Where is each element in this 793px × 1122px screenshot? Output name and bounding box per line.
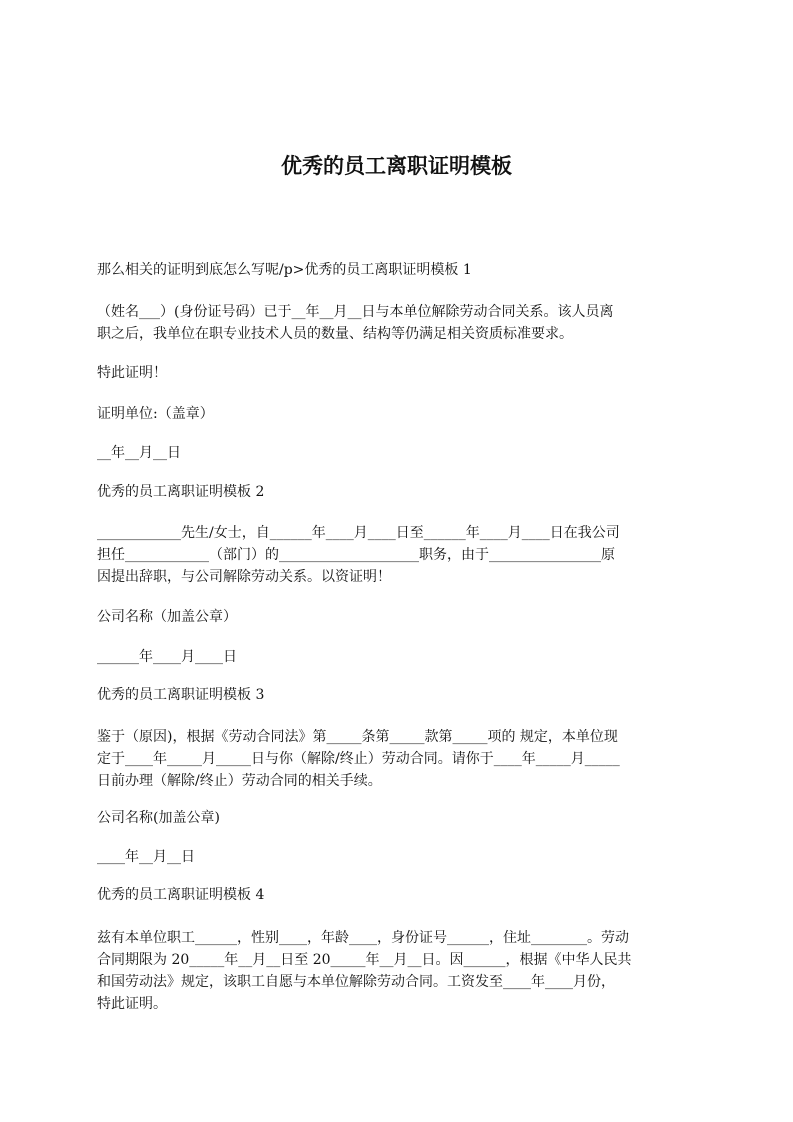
template1-special: 特此证明！ xyxy=(97,365,167,381)
template2-date: ______年____月____日 xyxy=(97,649,237,665)
template4-body xyxy=(97,927,709,1015)
template2-line: 因提出辞职，与公司解除劳动关系。以资证明！ xyxy=(97,569,391,585)
template4-line: 特此证明。 xyxy=(97,996,167,1012)
template4-heading: 优秀的员工离职证明模板 4 xyxy=(97,887,265,903)
template2-heading: 优秀的员工离职证明模板 2 xyxy=(97,484,265,500)
template2-body xyxy=(97,522,709,588)
template1-unit: 证明单位:（盖章） xyxy=(97,406,214,422)
template2-line: 担任____________（部门）的____________________职务，由于________________原 xyxy=(97,547,615,563)
template1-body xyxy=(97,301,709,345)
template3-line: 鉴于（原因)，根据《劳动合同法》第_____条第_____款第_____项的 规定，本单位现 xyxy=(97,729,618,745)
template3-date: ____年__月__日 xyxy=(97,849,195,865)
intro-paragraph: 那么相关的证明到底怎么写呢/p>优秀的员工离职证明模板 1 xyxy=(97,262,472,278)
template2-line: ____________先生/女士，自______年____月____日至______年____月____日在我公司 xyxy=(97,525,620,541)
template3-company: 公司名称(加盖公章) xyxy=(97,810,220,826)
template1-date: __年__月__日 xyxy=(97,445,181,461)
template4-line: 和国劳动法》规定，该职工自愿与本单位解除劳动合同。工资发至____年____月份， xyxy=(97,974,615,990)
template2-company: 公司名称（加盖公章） xyxy=(97,609,237,625)
template1-line: 职之后，我单位在职专业技术人员的数量、结构等仍满足相关资质标准要求。 xyxy=(97,326,573,342)
template4-line: 合同期限为 20_____年__月__日至 20_____年__月__日。因______，根据《中华人民共 xyxy=(97,952,632,968)
template3-line: 定于____年_____月_____日与你（解除/终止）劳动合同。请你于____年_____月_____ xyxy=(97,751,620,767)
template1-line: （姓名___）(身份证号码）已于__年__月__日与本单位解除劳动合同关系。该人员离 xyxy=(97,304,614,320)
template3-heading: 优秀的员工离职证明模板 3 xyxy=(97,687,265,703)
template3-line: 日前办理（解除/终止）劳动合同的相关手续。 xyxy=(97,773,382,789)
template3-body xyxy=(97,726,709,792)
document-title: 优秀的员工离职证明模板 xyxy=(281,153,512,179)
template4-line: 兹有本单位职工______，性别____，年龄____，身份证号______，住址________。劳动 xyxy=(97,930,629,946)
